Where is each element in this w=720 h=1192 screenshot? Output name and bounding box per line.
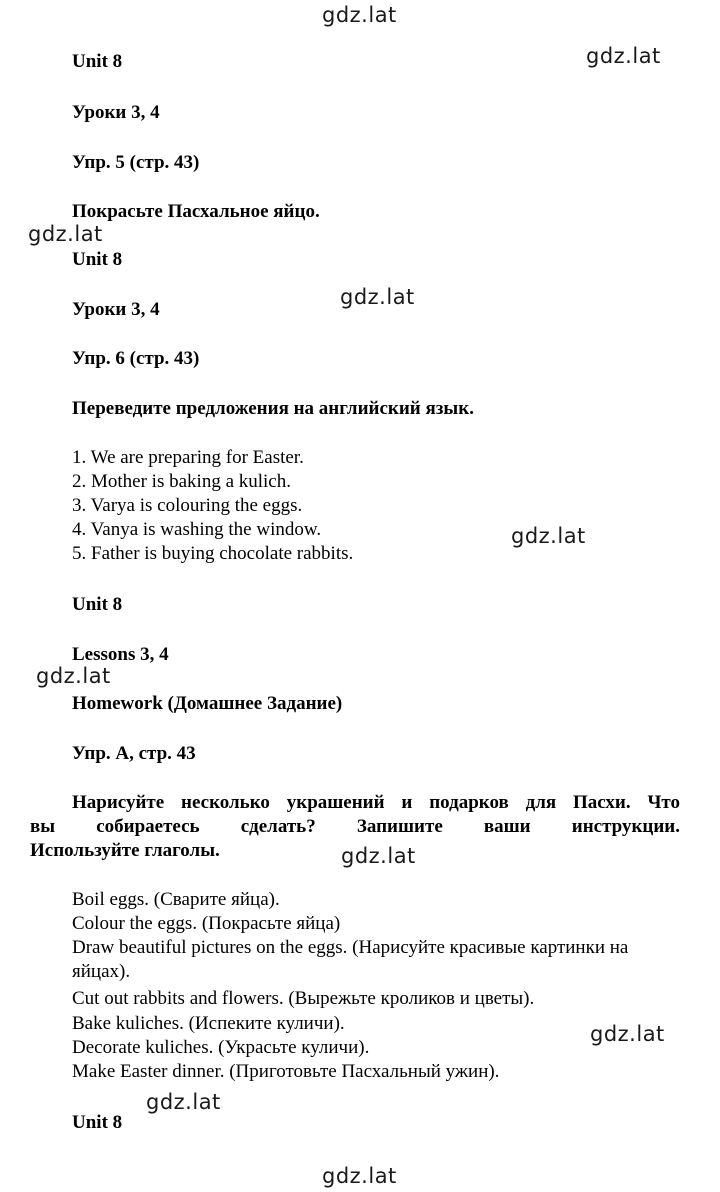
- answer-line: Cut out rabbits and flowers. (Вырежьте кроликов и цветы).: [72, 988, 535, 1009]
- exercise-heading: Упр. 5 (стр. 43): [72, 152, 200, 173]
- watermark: gdz.lat: [586, 44, 661, 68]
- exercise-heading: Упр. А, стр. 43: [72, 743, 196, 764]
- answer-line: 2. Mother is baking a kulich.: [72, 471, 291, 492]
- watermark: gdz.lat: [322, 3, 397, 27]
- lessons-heading: Уроки 3, 4: [72, 299, 160, 320]
- answer-line: Bake kuliches. (Испеките куличи).: [72, 1013, 345, 1034]
- task-paragraph: [30, 791, 680, 863]
- unit-heading: Unit 8: [72, 249, 123, 270]
- answer-line: 3. Varya is colouring the eggs.: [72, 495, 303, 516]
- watermark: gdz.lat: [340, 285, 415, 309]
- answer-line: Colour the eggs. (Покрасьте яйца): [72, 913, 341, 934]
- task-text: Покрасьте Пасхальное яйцо.: [72, 201, 320, 222]
- task-line: Используйте глаголы.: [30, 840, 220, 861]
- task-text: Переведите предложения на английский язык.: [72, 398, 474, 419]
- watermark: gdz.lat: [146, 1090, 221, 1114]
- answer-line: [30, 936, 685, 984]
- unit-heading: Unit 8: [72, 51, 123, 72]
- answer-line: Decorate kuliches. (Украсьте куличи).: [72, 1037, 370, 1058]
- homework-heading: Homework (Домашнее Задание): [72, 693, 343, 714]
- answer-line: Make Easter dinner. (Приготовьте Пасхальный ужин).: [72, 1061, 500, 1082]
- answer-line: 5. Father is buying chocolate rabbits.: [72, 543, 354, 564]
- answer-line-text: Draw beautiful pictures on the eggs. (Нарисуйте красивые картинки на яйцах).: [72, 937, 629, 982]
- watermark: gdz.lat: [322, 1164, 397, 1188]
- watermark: gdz.lat: [511, 524, 586, 548]
- watermark: gdz.lat: [341, 844, 416, 868]
- task-line: Нарисуйте несколько украшений и подарков для Пасхи. Что: [72, 792, 680, 813]
- watermark: gdz.lat: [590, 1022, 665, 1046]
- answer-line: 1. We are preparing for Easter.: [72, 447, 304, 468]
- unit-heading: Unit 8: [72, 1112, 123, 1133]
- lessons-heading: Уроки 3, 4: [72, 102, 160, 123]
- task-line: вы собираетесь сделать? Запишите ваши инструкции.: [30, 816, 680, 837]
- watermark: gdz.lat: [36, 664, 111, 688]
- answer-line: 4. Vanya is washing the window.: [72, 519, 322, 540]
- lessons-heading: Lessons 3, 4: [72, 644, 169, 665]
- watermark: gdz.lat: [28, 222, 103, 246]
- unit-heading: Unit 8: [72, 594, 123, 615]
- exercise-heading: Упр. 6 (стр. 43): [72, 348, 200, 369]
- answer-line: Boil eggs. (Сварите яйца).: [72, 889, 280, 910]
